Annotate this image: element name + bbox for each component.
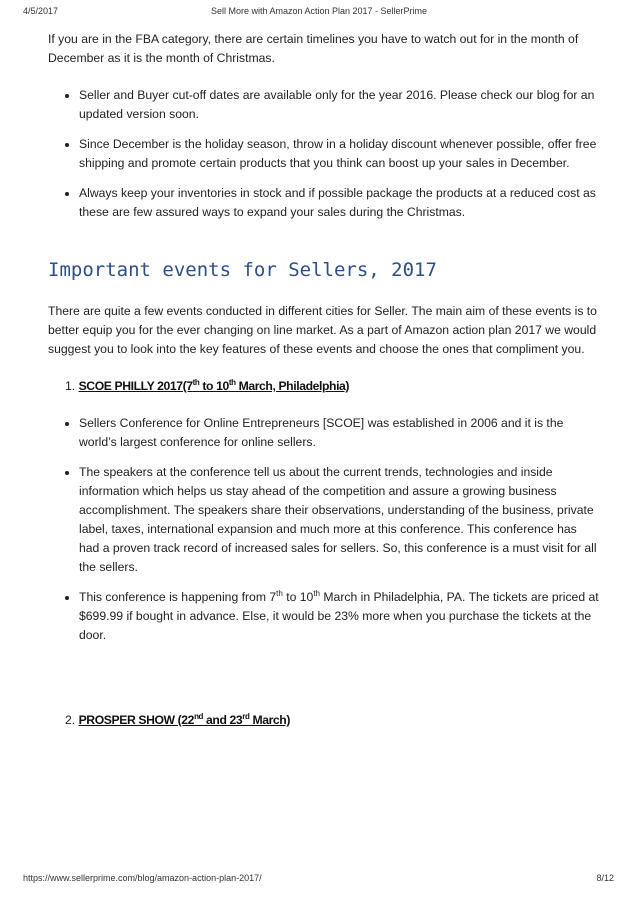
- bullet-icon: [65, 143, 69, 147]
- ordinal-suffix: th: [228, 377, 236, 387]
- event-title-part: March, Philadelphia): [235, 379, 350, 393]
- event-heading-scoe: [48, 377, 600, 396]
- text-part: March in Philadelphia, PA. The tickets are priced at $699.99 if bought in advance. Else, it would be 23% more when you purchase the tickets at the door.: [79, 590, 599, 642]
- ordinal-suffix: rd: [242, 711, 250, 721]
- list-item: [48, 135, 600, 173]
- list-item: [48, 463, 600, 577]
- ordinal-suffix: th: [192, 377, 200, 387]
- bullet-icon: [65, 471, 69, 475]
- bullet-icon: [65, 192, 69, 196]
- list-item-text: The speakers at the conference tell us about the current trends, technologies and inside information which helps us stay ahead of the competition and assure a growing business accomplishment. The speakers share their observations, understanding of the business, private label, taxes, international expansion and much more at this conference. This conference has had a proven track record of increased sales for sellers. So, this conference is a must visit for all the sellers.: [79, 465, 597, 574]
- bullet-icon: [65, 422, 69, 426]
- event-title-part: SCOE PHILLY 2017(7: [78, 379, 193, 393]
- section-heading: Important events for Sellers, 2017: [48, 259, 437, 281]
- list-item-text: Since December is the holiday season, throw in a holiday discount whenever possible, offer free shipping and promote certain products that you think can boost up your sales in December.: [79, 137, 597, 170]
- list-item: [48, 414, 600, 452]
- ordinal-suffix: nd: [194, 711, 204, 721]
- page-number: 8/12: [596, 873, 614, 883]
- list-item: [48, 588, 600, 645]
- scoe-details-list: [48, 414, 600, 645]
- list-item-text: [79, 590, 599, 642]
- list-item-text: Sellers Conference for Online Entrepreneurs [SCOE] was established in 2006 and it is the world’s largest conference for online sellers.: [79, 416, 564, 449]
- event-title-part: March): [249, 713, 290, 727]
- header-date: 4/5/2017: [23, 6, 59, 16]
- ordinal-suffix: th: [313, 588, 320, 598]
- event-link-prosper[interactable]: [79, 713, 290, 727]
- event-number: 1.: [65, 379, 76, 393]
- list-item: [48, 184, 600, 222]
- text-part: to 10: [282, 590, 314, 604]
- ordinal-suffix: th: [276, 588, 283, 598]
- list-item-text: Seller and Buyer cut-off dates are available only for the year 2016. Please check our blog for an updated version soon.: [79, 88, 595, 121]
- footer-url[interactable]: https://www.sellerprime.com/blog/amazon-action-plan-2017/: [23, 873, 262, 883]
- events-intro-paragraph: There are quite a few events conducted in different cities for Seller. The main aim of these events is to better equip you for the ever changing on line market. As a part of Amazon action plan 2017 we would suggest you to look into the key features of these events and choose the ones that compliment you.: [48, 304, 597, 356]
- event-title-part: PROSPER SHOW (22: [78, 713, 195, 727]
- event-link-scoe[interactable]: [79, 379, 350, 393]
- event-title-part: to 10: [199, 379, 229, 393]
- list-item-text: Always keep your inventories in stock and if possible package the products at a reduced cost as these are few assured ways to expand your sales during the Christmas.: [79, 186, 596, 219]
- intro-paragraph: If you are in the FBA category, there are certain timelines you have to watch out for in the month of December as it is the month of Christmas.: [48, 32, 579, 65]
- text-part: This conference is happening from 7: [79, 590, 277, 604]
- event-number: 2.: [65, 713, 76, 727]
- document-body: [48, 30, 600, 730]
- fba-tips-list: [48, 86, 600, 222]
- event-title-part: and 23: [203, 713, 243, 727]
- event-heading-prosper: [48, 711, 600, 730]
- header-title: Sell More with Amazon Action Plan 2017 - SellerPrime: [210, 6, 428, 16]
- list-item: [48, 86, 600, 124]
- bullet-icon: [65, 94, 69, 98]
- bullet-icon: [65, 596, 69, 600]
